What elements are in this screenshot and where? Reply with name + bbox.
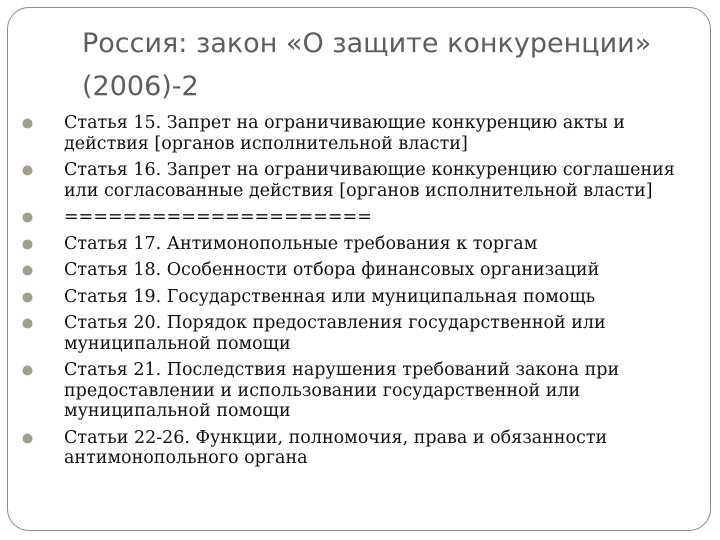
bullet-text: Статья 21. Последствия нарушения требований закона при предоставлении и использовании государственной или муниципальной помощи bbox=[64, 360, 620, 421]
slide-title: Россия: закон «О защите конкуренции» (2006)-2 bbox=[82, 28, 652, 102]
bullet-item bbox=[22, 234, 692, 255]
bullet-item bbox=[22, 113, 692, 154]
bullet-item bbox=[22, 260, 692, 281]
bullet-item bbox=[22, 313, 692, 354]
bullet-item bbox=[22, 428, 692, 469]
bullet-item bbox=[22, 360, 692, 422]
bullet-icon bbox=[22, 433, 33, 444]
bullet-text: ===================== bbox=[64, 207, 372, 227]
bullet-list bbox=[22, 113, 692, 469]
bullet-icon bbox=[22, 118, 33, 129]
bullet-icon bbox=[22, 265, 33, 276]
bullet-icon bbox=[22, 165, 33, 176]
bullet-text: Статьи 22-26. Функции, полномочия, права и обязанности антимонопольного органа bbox=[64, 427, 608, 468]
bullet-text: Статья 16. Запрет на ограничивающие конкуренцию соглашения или согласованные действия [органов исполнительной власти] bbox=[64, 160, 675, 201]
bullet-text: Статья 15. Запрет на ограничивающие конкуренцию акты и действия [органов исполнительной власти] bbox=[64, 113, 625, 154]
bullet-text: Статья 17. Антимонопольные требования к торгам bbox=[64, 233, 538, 254]
bullet-text: Статья 19. Государственная или муниципальная помощь bbox=[64, 286, 596, 307]
bullet-item bbox=[22, 160, 692, 201]
bullet-text: Статья 20. Порядок предоставления государственной или муниципальной помощи bbox=[64, 313, 606, 354]
bullet-icon bbox=[22, 212, 33, 223]
bullet-item bbox=[22, 207, 692, 228]
bullet-text: Статья 18. Особенности отбора финансовых организаций bbox=[64, 260, 600, 280]
bullet-icon bbox=[22, 365, 33, 376]
bullet-item bbox=[22, 287, 692, 308]
bullet-icon bbox=[22, 318, 33, 329]
bullet-icon bbox=[22, 292, 33, 303]
bullet-icon bbox=[22, 239, 33, 250]
